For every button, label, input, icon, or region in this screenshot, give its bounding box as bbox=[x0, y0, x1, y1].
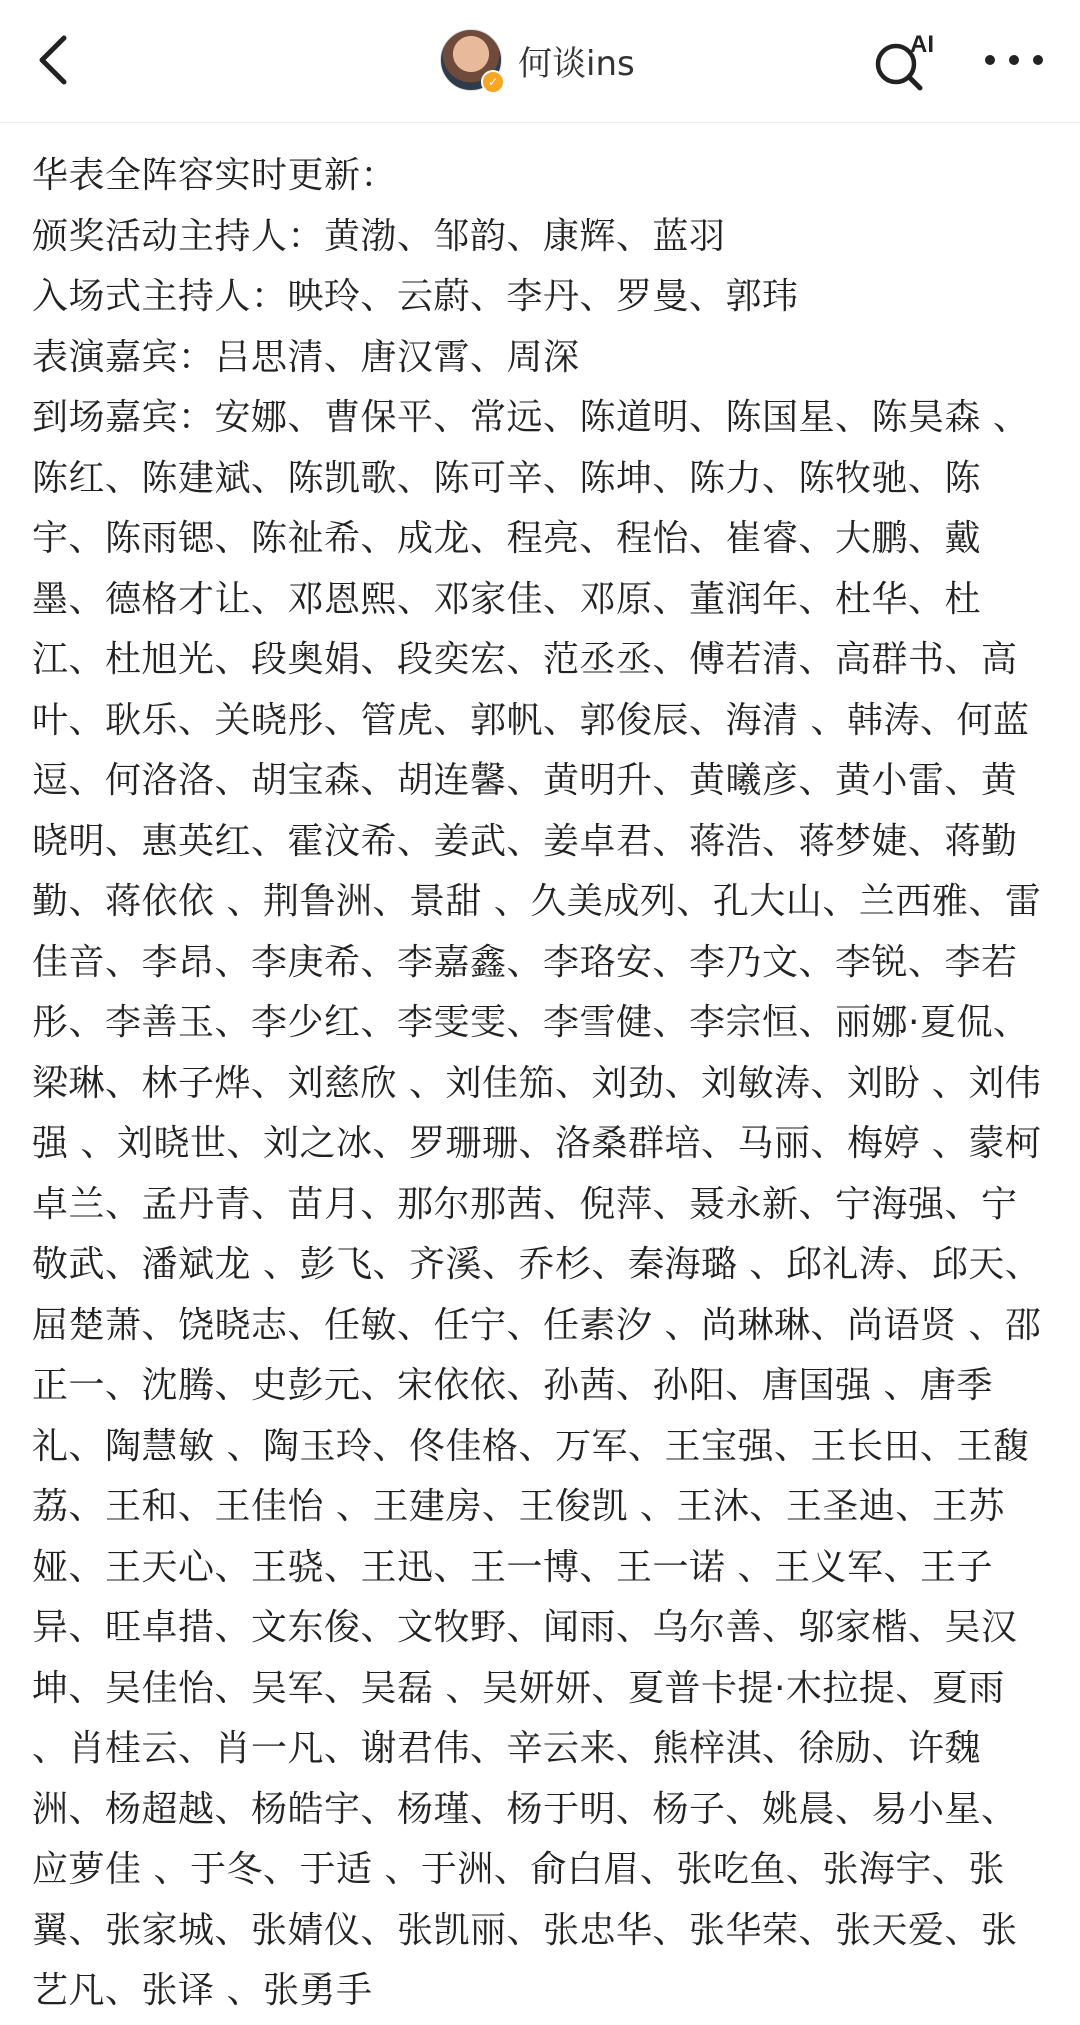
post-title: 华表全阵容实时更新： bbox=[32, 155, 398, 196]
entrance-hosts: 入场式主持人：映玲、云蔚、李丹、罗曼、郭玮 bbox=[32, 276, 799, 317]
ai-search-icon bbox=[870, 28, 942, 92]
avatar[interactable] bbox=[440, 29, 502, 91]
ai-search-button[interactable] bbox=[870, 28, 942, 92]
back-button[interactable] bbox=[30, 28, 82, 92]
more-options-button[interactable] bbox=[978, 40, 1050, 80]
more-horizontal-icon bbox=[978, 40, 1050, 80]
profile-name[interactable]: 何谈ins bbox=[518, 43, 635, 84]
profile-header[interactable] bbox=[440, 28, 635, 92]
performers: 表演嘉宾：吕思清、唐汉霄、周深 bbox=[32, 336, 580, 378]
chevron-left-icon bbox=[30, 28, 82, 92]
guest-names: 安娜、曹保平、常远、陈道明、陈国星、陈昊森 、陈红、陈建斌、陈凯歌、陈可辛、陈坤、陈力、陈牧驰、陈宇、陈雨锶、陈祉希、成龙、程亮、程怡、崔睿、大鹏、戴墨、德格才让、邓恩熙、邓家佳、邓原、董润年、杜华、杜江、杜旭光、段奥娟、段奕宏、范丞丞、傅若清、高群书、高叶、耿乐、关晓彤、管虎、郭帆、郭俊辰、海清 、韩涛、何蓝逗、何洛洛、胡宝森、胡连馨、黄明升、黄曦彦、黄小雷、黄晓明、惠英红、霍汶希、姜武、姜卓君、蒋浩、蒋梦婕、蒋勤勤、蒋依依 、荆鲁洲、景甜 、久美成列、孔大山、兰西雅、雷佳音、李昂、李庚希、李嘉鑫、李珞安、李乃文、李锐、李若彤、李善玉、李少红、李雯雯、李雪健、李宗恒、丽娜·夏侃、梁琳、林子烨、刘慈欣 、刘佳笳、刘劲、刘敏涛、刘盼 、刘伟强 、刘晓世、刘之冰、罗珊珊、洛桑群培、马丽、梅婷 、蒙柯卓兰、孟丹青、苗月、那尔那茜、倪萍、聂永新、宁海强、宁敬武、潘斌龙 、彭飞、齐溪、乔杉、秦海璐 、邱礼涛、邱天、屈楚萧、饶晓志、任敏、任宁、任素汐 、尚琳琳、尚语贤 、邵正一、沈腾、史彭元、宋依依、孙茜、孙阳、唐国强 、唐季礼、陶慧敏 、陶玉玲、佟佳格、万军、王宝强、王长田、王馥荔、王和、王佳怡 、王建房、王俊凯 、王沐、王圣迪、王苏娅、王天心、王骁、王迅、王一博、王一诺 、王义军、王子异、旺卓措、文东俊、文牧野、闻雨、乌尔善、邬家楷、吴汉坤、吴佳怡、吴军、吴磊 、吴妍妍、夏普卡提·木拉提、夏雨 、肖桂云、肖一凡、谢君伟、辛云来、熊梓淇、徐励、许魏洲、杨超越、杨皓宇、杨瑾、杨于明、杨子、姚晨、易小星、应萝佳 、于冬、于适 、于洲、俞白眉、张吃鱼、张海宇、张翼、张家城、张婧仪、张凯丽、张忠华、张华荣、张天爱、张艺凡、张译 、张勇手 bbox=[32, 397, 1042, 2011]
top-navigation-bar bbox=[0, 0, 1080, 123]
post-body bbox=[32, 146, 1052, 2022]
guest-label: 到场嘉宾： bbox=[32, 397, 215, 438]
award-hosts: 颁奖活动主持人：黄渤、邹韵、康辉、蓝羽 bbox=[32, 215, 726, 257]
guest-list bbox=[32, 388, 1052, 2022]
ai-label: AI bbox=[910, 31, 934, 58]
verified-badge-icon: ✓ bbox=[481, 70, 505, 94]
